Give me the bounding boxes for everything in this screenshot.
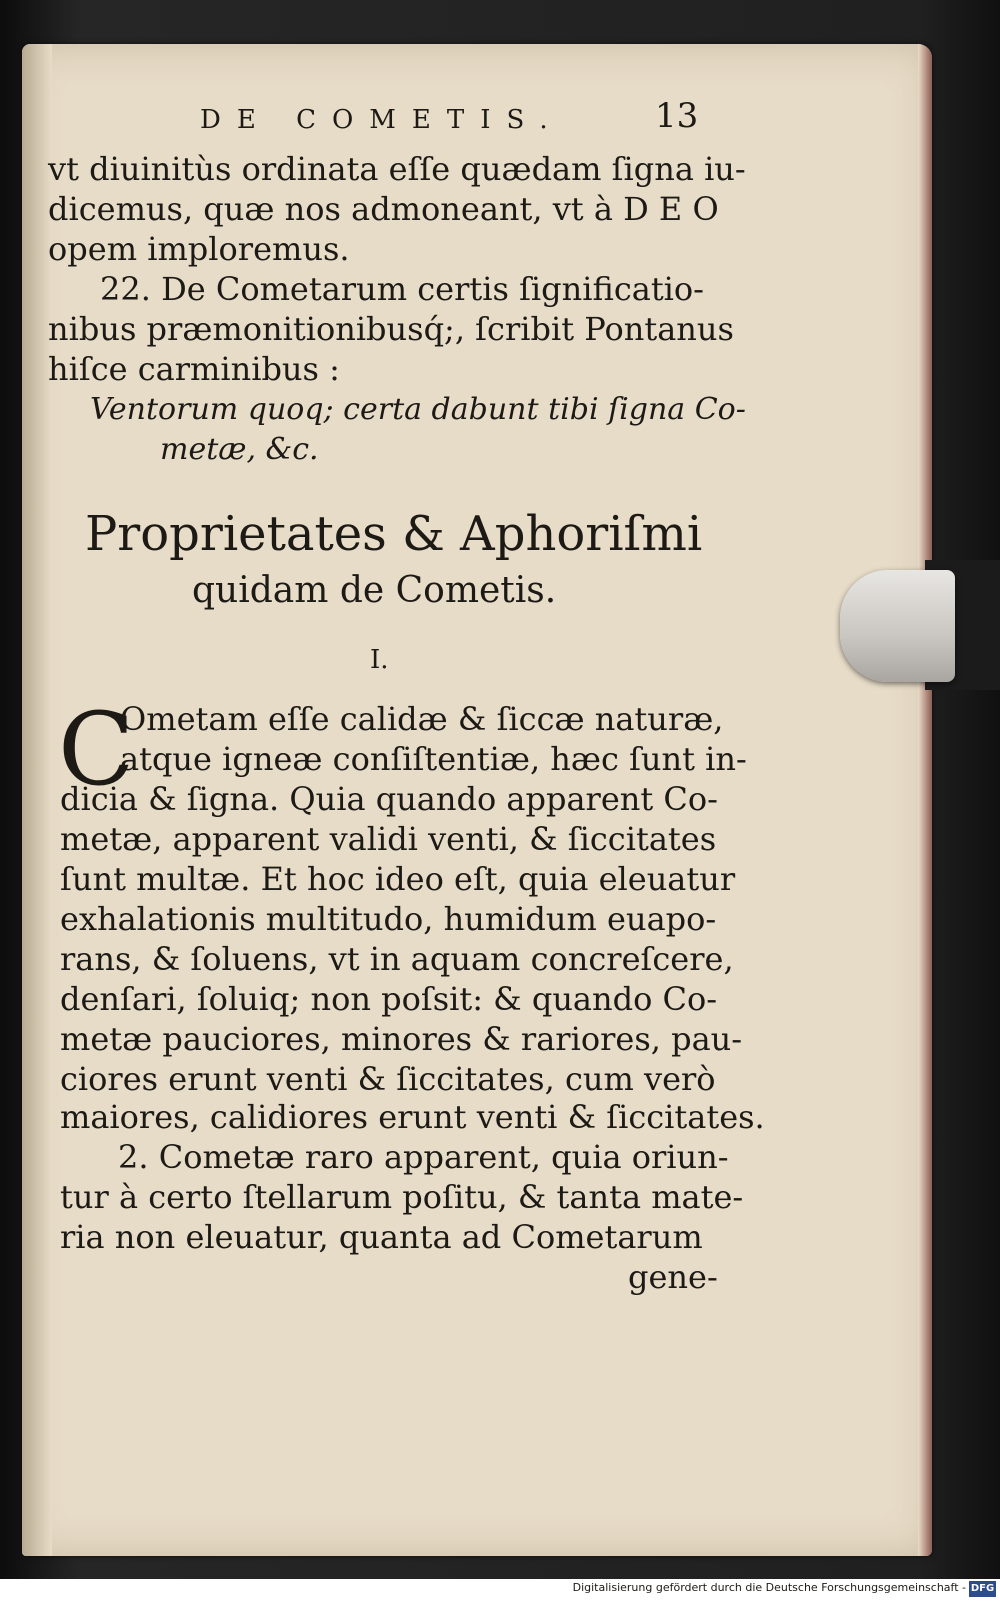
page-edge bbox=[918, 44, 932, 1556]
aphorism-number: I. bbox=[370, 645, 389, 675]
section-subheading: quidam de Cometis. bbox=[192, 570, 557, 611]
text-line: vt diuinitùs ordinata eſſe quædam ſigna iu- bbox=[48, 150, 746, 188]
text-line: metæ pauciores, minores & rariores, pau- bbox=[60, 1020, 743, 1058]
text-line: rans, & ſoluens, vt in aquam concreſcere, bbox=[60, 940, 734, 978]
text-line: dicia & ſigna. Quia quando apparent Co- bbox=[60, 780, 718, 818]
text-line: ſunt multæ. Et hoc ideo eſt, quia eleuatur bbox=[60, 860, 736, 898]
text-line: dicemus, quæ nos admoneant, vt à D E O bbox=[48, 190, 719, 228]
verse-line: Ventorum quoq; certa dabunt tibi ſigna Co- bbox=[90, 392, 746, 427]
text-line: 2. Cometæ raro apparent, quia oriun- bbox=[118, 1138, 729, 1176]
footer-credit: Digitalisierung gefördert durch die Deutsche Forschungsgemeinschaft - bbox=[572, 1581, 966, 1594]
catchword: gene- bbox=[628, 1258, 718, 1296]
text-line: ria non eleuatur, quanta ad Cometarum bbox=[60, 1218, 703, 1256]
text-line: metæ, apparent validi venti, & ſiccitates bbox=[60, 820, 717, 858]
text-line: exhalationis multitudo, humidum euapo- bbox=[60, 900, 717, 938]
text-line: denſari, ſoluiq; non poſsit: & quando Co- bbox=[60, 980, 718, 1018]
page-clip bbox=[840, 570, 955, 682]
text-line: atque igneæ conſiſtentiæ, hæc ſunt in- bbox=[120, 740, 747, 778]
text-line: 22. De Cometarum certis ſignificatio- bbox=[100, 270, 704, 308]
verse-line: metæ, &c. bbox=[160, 432, 319, 467]
running-head: DE COMETIS. bbox=[200, 105, 564, 135]
drop-capital: C bbox=[58, 691, 135, 808]
text-line: opem imploremus. bbox=[48, 230, 350, 268]
page-number: 13 bbox=[655, 96, 699, 136]
dfg-logo: DFG bbox=[969, 1581, 996, 1597]
section-heading: Proprietates & Aphoriſmi bbox=[85, 506, 703, 562]
text-line: nibus præmonitionibusq́;, ſcribit Pontanus bbox=[48, 310, 734, 348]
text-line: tur à certo ſtellarum poſitu, & tanta mate- bbox=[60, 1178, 744, 1216]
text-line: Ometam eſſe calidæ & ſiccæ naturæ, bbox=[120, 700, 724, 738]
text-line: hiſce carminibus : bbox=[48, 350, 340, 388]
text-line: ciores erunt venti & ſiccitates, cum verò bbox=[60, 1060, 716, 1098]
page-gutter bbox=[22, 44, 52, 1556]
text-line: maiores, calidiores erunt venti & ſiccitates. bbox=[60, 1098, 765, 1136]
